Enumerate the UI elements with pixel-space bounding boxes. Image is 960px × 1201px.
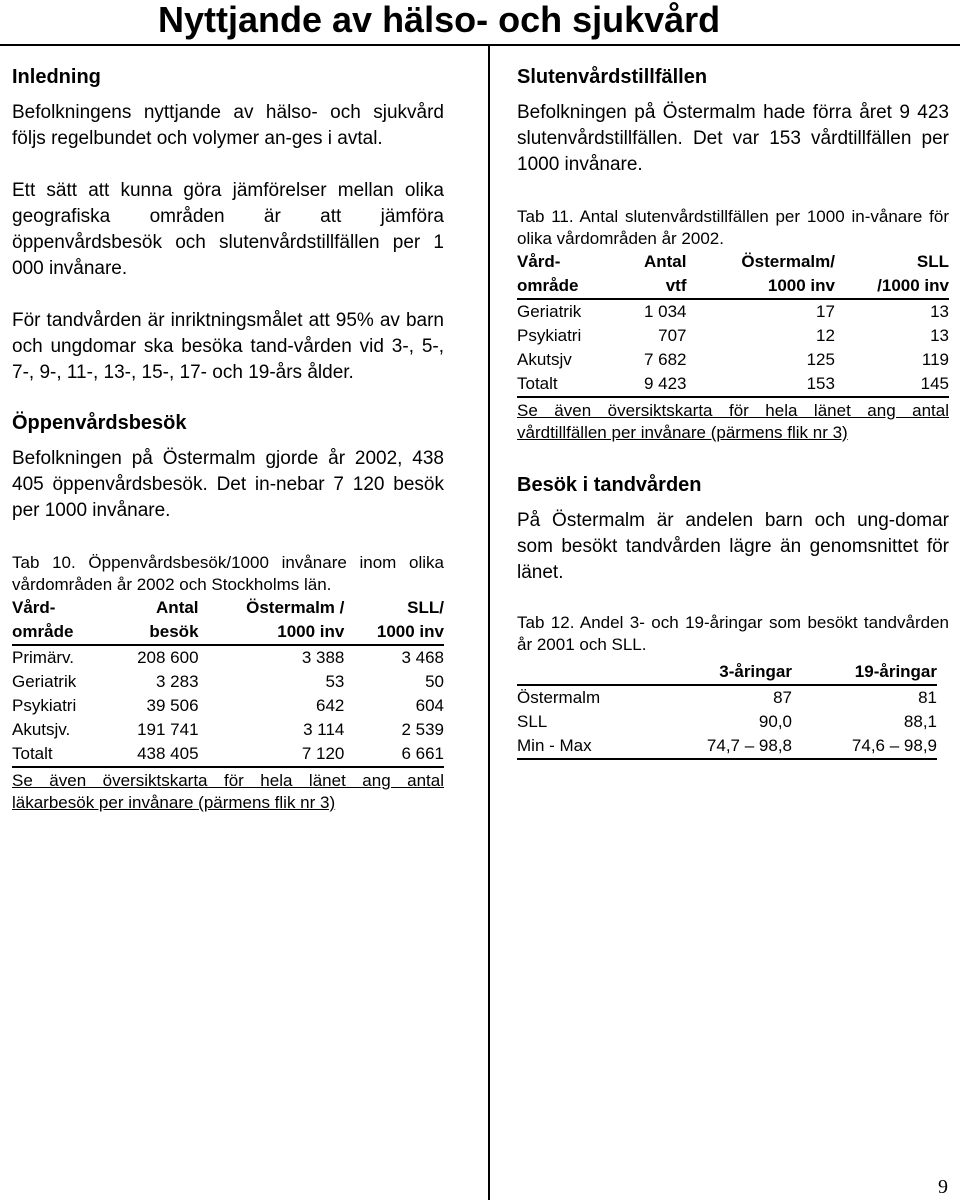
table-cell: 3 388 <box>301 648 345 667</box>
table-cell: 7 120 <box>199 742 345 767</box>
tab10-table <box>12 596 444 768</box>
tab10-caption: Tab 10. Öppenvårdsbesök/1000 invånare inom olika vårdområden år 2002 och Stockholms län. <box>12 553 444 594</box>
table-cell: Min - Max <box>517 734 647 759</box>
table-cell: 90,0 <box>758 712 792 731</box>
tab12-header-row <box>517 660 937 685</box>
table-cell: 1 034 <box>643 302 687 321</box>
table-row <box>12 694 444 718</box>
table-cell: 81 <box>918 688 937 707</box>
table-cell: Psykiatri <box>517 326 582 345</box>
tab10-header-row-1 <box>12 596 444 620</box>
table-cell: Akutsjv <box>517 350 572 369</box>
tab12-caption: Tab 12. Andel 3- och 19-åringar som besökt tandvården år 2001 och SLL. <box>517 613 949 654</box>
table-cell: 50 <box>425 672 444 691</box>
table-cell: 707 <box>658 326 687 345</box>
table-cell: 17 <box>816 302 835 321</box>
tab10-header-row-2 <box>12 620 444 645</box>
table-cell: 119 <box>921 350 949 369</box>
tab12-table <box>517 660 937 760</box>
inpatient-paragraph: Befolkningen på Östermalm hade förra året 9 423 slutenvårdstillfällen. Det var 153 vårdtillfällen per 1000 invånare. <box>517 102 949 175</box>
table-row <box>517 299 949 324</box>
table-cell: 642 <box>316 696 345 715</box>
tab11-caption: Tab 11. Antal slutenvårdstillfällen per 1000 in-vånare för olika vårdområden år 2002. <box>517 207 949 248</box>
tab11-head: SLL <box>916 252 949 271</box>
table-row <box>517 324 949 348</box>
tab11-head: Östermalm/ <box>741 252 835 271</box>
table-cell: 53 <box>325 672 345 691</box>
table-cell: 145 <box>835 372 949 397</box>
table-cell: 12 <box>816 326 835 345</box>
table-cell: 6 661 <box>344 742 444 767</box>
table-cell: SLL <box>517 712 548 731</box>
tab10-head: område <box>12 620 107 645</box>
tab11-head: 1000 inv <box>686 274 834 299</box>
tab11-table <box>517 250 949 398</box>
table-cell: Östermalm <box>517 688 601 707</box>
intro-heading: Inledning <box>12 66 101 88</box>
open-care-heading: Öppenvårdsbesök <box>12 412 187 434</box>
tab10-map-link[interactable]: Se även översiktskarta för hela länet ang antal läkarbesök per invånare (pärmens flik nr 3) <box>12 771 444 812</box>
right-column <box>517 62 949 760</box>
table-row <box>517 685 937 710</box>
page-title <box>0 0 960 46</box>
inpatient-heading: Slutenvårdstillfällen <box>517 66 708 88</box>
tab11-head: /1000 inv <box>835 274 949 299</box>
page-number: 9 <box>938 1176 948 1198</box>
table-row <box>12 742 444 767</box>
tab12-head: 19-åringar <box>792 660 937 685</box>
tab11-head: Vård- <box>517 252 561 271</box>
table-cell: 88,1 <box>903 712 937 731</box>
table-row <box>12 645 444 670</box>
tab10-head: SLL/ <box>407 598 444 617</box>
tab11-head: Antal <box>643 252 687 271</box>
table-cell: 13 <box>930 326 949 345</box>
tab10-head: besök <box>107 620 198 645</box>
table-cell: 208 600 <box>137 648 199 667</box>
table-cell: 191 741 <box>137 720 199 739</box>
intro-paragraph-3: För tandvården är inriktningsmålet att 95% av barn och ungdomar ska besöka tand-vården vid 3-, 5-, 7-, 9-, 11-, 13-, 15-, 17- och 19-års ålder. <box>12 310 444 383</box>
dental-paragraph: På Östermalm är andelen barn och ung-domar som besökt tandvården lägre än genomsnittet för länet. <box>517 510 949 583</box>
table-cell: 604 <box>415 696 444 715</box>
table-cell: Akutsjv. <box>12 720 71 739</box>
table-cell: 74,6 – 98,9 <box>792 734 937 759</box>
table-cell: 125 <box>806 350 835 369</box>
table-cell: Totalt <box>517 372 619 397</box>
tab12-head <box>517 660 647 685</box>
page-title-text: Nyttjande av hälso- och sjukvård <box>158 0 721 40</box>
tab11-header-row-2 <box>517 274 949 299</box>
table-cell: 7 682 <box>643 350 687 369</box>
tab10-head: Östermalm / <box>246 598 345 617</box>
tab10-head: 1000 inv <box>199 620 345 645</box>
tab11-head: område <box>517 274 619 299</box>
table-cell: 438 405 <box>107 742 198 767</box>
table-row <box>12 670 444 694</box>
table-cell: 13 <box>930 302 949 321</box>
table-row <box>517 372 949 397</box>
intro-paragraph-1: Befolkningens nyttjande av hälso- och sjukvård följs regelbundet och volymer an-ges i avtal. <box>12 102 444 149</box>
table-row <box>517 710 937 734</box>
tab12-head: 3-åringar <box>647 660 792 685</box>
table-cell: 2 539 <box>401 720 444 739</box>
table-cell: 3 468 <box>401 648 444 667</box>
tab10-head: Antal <box>156 598 199 617</box>
tab11-header-row-1 <box>517 250 949 274</box>
table-cell: 9 423 <box>619 372 687 397</box>
table-row <box>517 348 949 372</box>
tab10-head: Vård- <box>12 598 56 617</box>
table-cell: Totalt <box>12 742 107 767</box>
left-column <box>12 62 444 814</box>
open-care-paragraph: Befolkningen på Östermalm gjorde år 2002, 438 405 öppenvårdsbesök. Det in-nebar 7 120 besök per 1000 invånare. <box>12 448 444 521</box>
tab10-head: 1000 inv <box>344 620 444 645</box>
table-cell: 3 114 <box>303 720 345 739</box>
table-cell: Primärv. <box>12 648 75 667</box>
table-row <box>12 718 444 742</box>
table-cell: 39 506 <box>146 696 199 715</box>
tab11-head: vtf <box>619 274 687 299</box>
column-divider <box>488 46 490 1200</box>
table-cell: 74,7 – 98,8 <box>647 734 792 759</box>
tab11-map-link[interactable]: Se även översiktskarta för hela länet ang antal vårdtillfällen per invånare (pärmens flik nr 3) <box>517 401 949 442</box>
table-cell: Geriatrik <box>12 672 77 691</box>
table-cell: 3 283 <box>155 672 199 691</box>
dental-heading: Besök i tandvården <box>517 474 702 496</box>
table-cell: Psykiatri <box>12 696 77 715</box>
intro-paragraph-2: Ett sätt att kunna göra jämförelser mellan olika geografiska områden är att jämföra öppenvårdsbesök och slutenvårdstillfällen per 1 000 invånare. <box>12 180 444 279</box>
table-cell: 87 <box>773 688 792 707</box>
table-row <box>517 734 937 759</box>
table-cell: 153 <box>686 372 834 397</box>
table-cell: Geriatrik <box>517 302 582 321</box>
